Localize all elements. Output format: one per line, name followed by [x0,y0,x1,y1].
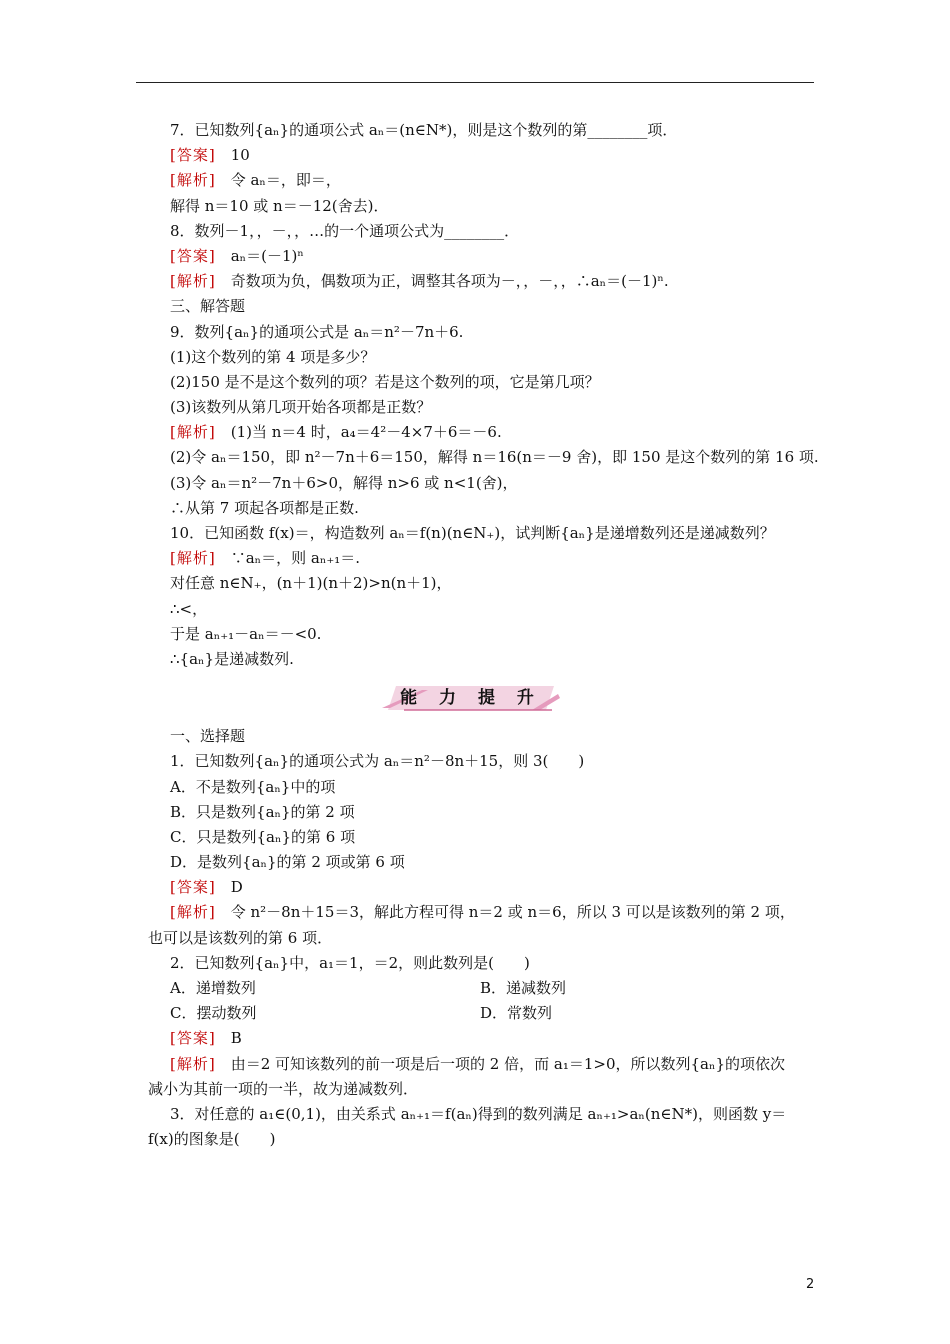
answer-tag: [答案] [170,146,216,165]
line-text: 7．已知数列{aₙ}的通项公式 aₙ＝(n∈N*)，则是这个数列的第________项． [170,121,678,139]
option-1b: B．只是数列{aₙ}的第 2 项 [170,802,355,821]
question-1: 1．已知数列{aₙ}的通项公式为 aₙ＝n²－8n＋15，则 3( ) [170,752,585,771]
analysis-2 [170,1052,820,1077]
line-s10d [170,647,820,672]
line-q9 [170,320,820,345]
line-text: 9．数列{aₙ}的通项公式是 aₙ＝n²－7n＋6. [170,322,464,341]
line-j10 [170,546,820,571]
line-text: aₙ＝(－1)ⁿ [215,246,304,265]
analysis-tag: [解析] [170,272,216,291]
answer-value: B [215,1029,242,1048]
line-s9b [170,445,820,470]
line-q9a [170,345,820,370]
line-j7 [170,168,820,193]
section-exercises [170,118,820,672]
line-text: (3)该数列从第几项开始各项都是正数？ [170,398,432,417]
line-text: (1)这个数列的第 4 项是多少？ [170,347,376,366]
answer-tag: [答案] [170,246,216,265]
line-s9d [170,496,820,521]
options-2ab [170,976,820,1001]
line-text: (2)150 是不是这个数列的项？若是这个数列的项，它是第几项？ [170,372,600,391]
line-q9c [170,395,820,420]
analysis-text: 由＝2 可知该数列的前一项是后一项的 2 倍，而 a₁＝1>0，所以数列{aₙ}的项依次 [215,1054,786,1073]
line-text: (1)当 n＝4 时，a₄＝4²－4×7＋6＝－6. [215,423,502,442]
line-text: 令 aₙ＝，即＝， [215,171,341,190]
line-text: ∴{aₙ}是递减数列. [170,649,294,668]
option-2d: D．常数列 [480,1004,553,1023]
page-number: 2 [806,1277,815,1292]
analysis-tag: [解析] [170,423,216,442]
line-q10 [170,521,820,546]
question-3: 3．对任意的 a₁∈(0,1)，由关系式 aₙ₊₁＝f(aₙ)得到的数列满足 aₙ₊₁>aₙ(n∈N*)，则函数 y＝ [170,1104,787,1123]
line-q9b [170,370,820,395]
line-h3 [170,294,820,319]
question-3-cont: f(x)的图象是( ) [148,1130,276,1149]
option-2c: C．摆动数列 [170,1004,257,1023]
line-text: 10．已知函数 f(x)＝，构造数列 aₙ＝f(n)(n∈N₊)，试判断{aₙ}是递增数列还是递减数列？ [170,524,775,542]
line-j9 [170,420,820,445]
analysis-text: 令 n²－8n＋15＝3，解此方程可得 n＝2 或 n＝6，所以 3 可以是该数列的第 2 项， [215,903,795,922]
line-j8 [170,269,820,294]
header-rule [136,82,814,83]
line-text: 三、解答题 [170,297,246,316]
section-ability [148,724,820,1152]
line-a8 [170,244,820,269]
line-text: ∴<， [170,599,208,618]
line-q7 [170,118,820,143]
option-2b: B．递减数列 [480,979,567,997]
analysis-tag: [解析] [170,171,216,190]
line-text: (3)令 aₙ＝n²－7n＋6>0，解得 n>6 或 n<1(舍)， [170,473,518,492]
option-1c: C．只是数列{aₙ}的第 6 项 [170,827,356,846]
analysis-tag: [解析] [170,1054,216,1073]
answer-1 [170,875,820,900]
line-q8 [170,219,820,244]
question-2: 2．已知数列{aₙ}中，a₁＝1，＝2，则此数列是( ) [170,953,530,972]
heading-choice: 一、选择题 [170,727,246,746]
answer-2 [170,1026,820,1051]
line-text: 对任意 n∈N₊，(n＋1)(n＋2)>n(n＋1)， [170,574,452,593]
line-text: ∵aₙ＝，则 aₙ₊₁＝. [215,549,361,568]
option-2a: A．递增数列 [170,979,256,997]
line-text: 8．数列－1，，－，，…的一个通项公式为________． [170,221,520,240]
line-s10a [170,571,820,596]
analysis-tag: [解析] [170,549,216,568]
line-text: ∴从第 7 项起各项都是正数. [170,498,359,517]
options-2cd [170,1001,820,1026]
line-s10b [170,597,820,622]
answer-tag: [答案] [170,1029,216,1048]
section-banner [382,684,560,712]
line-s7 [170,194,820,219]
option-1d: D．是数列{aₙ}的第 2 项或第 6 项 [170,853,405,872]
analysis-1-cont: 也可以是该数列的第 6 项． [148,928,333,947]
line-text: 10 [215,146,250,165]
line-text: (2)令 aₙ＝150，即 n²－7n＋6＝150，解得 n＝16(n＝－9 舍)，即 150 是这个数列的第 16 项. [170,448,819,467]
banner-row [170,672,820,724]
line-s10c [170,622,820,647]
answer-tag: [答案] [170,878,216,897]
option-1a: A．不是数列{aₙ}中的项 [170,777,336,796]
document-body [148,118,820,1152]
banner-title: 能 力 提 升 [400,688,542,709]
analysis-1 [170,900,820,925]
line-text: 于是 aₙ₊₁－aₙ＝－<0. [170,624,322,643]
analysis-2-cont: 减小为其前一项的一半，故为递减数列． [148,1079,419,1098]
line-a7 [170,143,820,168]
line-s9c [170,471,820,496]
analysis-tag: [解析] [170,903,216,922]
answer-value: D [215,878,243,897]
line-text: 解得 n＝10 或 n＝－12(舍去)． [170,196,389,215]
line-text: 奇数项为负，偶数项为正，调整其各项为－，，－，，∴aₙ＝(－1)ⁿ. [215,272,669,291]
